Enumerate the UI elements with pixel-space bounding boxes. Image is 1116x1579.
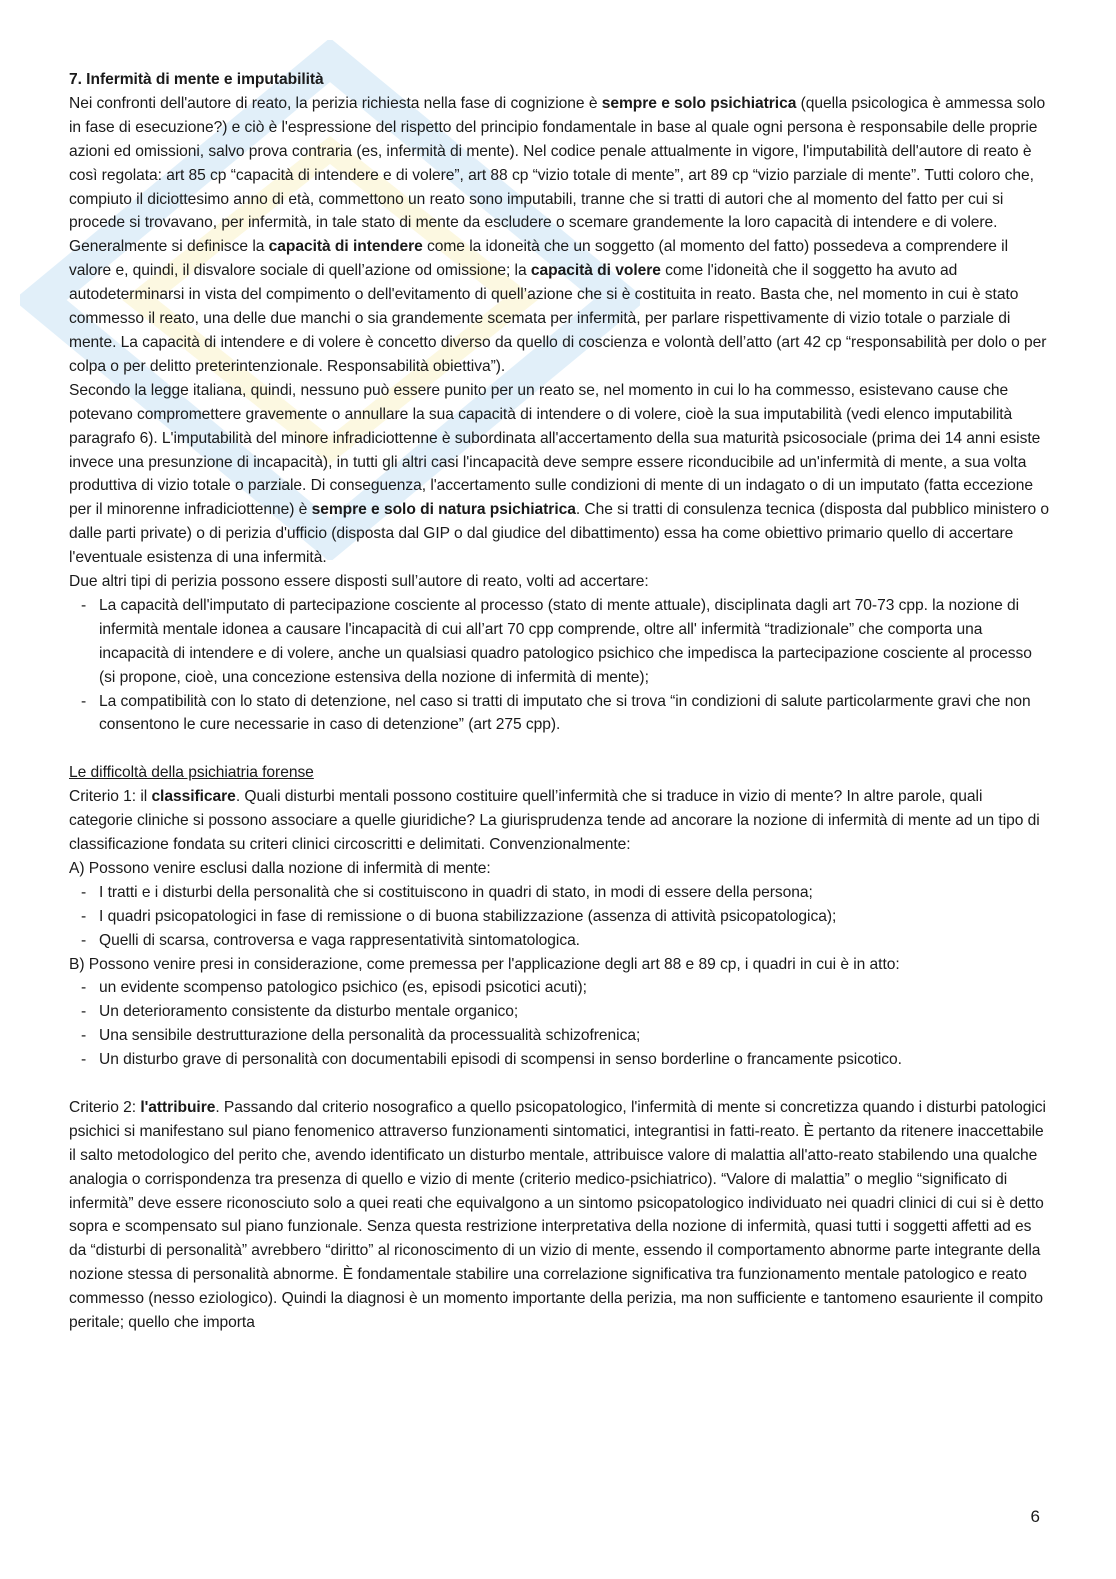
list-item: - Quelli di scarsa, controversa e vaga rappresentatività sintomatologica. [99,929,1049,953]
document-body [69,68,1049,1335]
group-b-label: B) Possono venire presi in considerazione, come premessa per l'applicazione degli art 88 e 89 cp, i quadri in cui è in atto: [69,955,900,973]
group-a-list [69,881,1049,953]
paragraph-criterio-1: Criterio 1: il classificare. Quali disturbi mentali possono costituire quell’infermità che si traduce in vizio di mente? In altre parole, quali categorie cliniche si possono associare a quelle giuridiche? La giurisprudenza tende ad ancorare la nozione di infermità di mente ad un tipo di classificazione fondata su criteri clinici circoscritti e delimitati. Convenzionalmente: [69,788,1040,853]
section-title: 7. Infermità di mente e imputabilità [69,71,324,88]
list-item: - La compatibilità con lo stato di detenzione, nel caso si tratti di imputato che si trova “in condizioni di salute particolarmente gravi che non consentono le cure necessarie in caso di detenzione” (art 275 cpp). [99,690,1049,738]
perizia-list [69,594,1049,737]
list-item: - Un deterioramento consistente da disturbo mentale organico; [99,1000,1049,1024]
paragraph-criterio-2: Criterio 2: l'attribuire. Passando dal criterio nosografico a quello psicopatologico, l'infermità di mente si concretizza quando i disturbi patologici psichici si manifestano sul piano fenomenico attraverso funzionamenti sintomatici, integrantisi in fatti-reato. È pertanto da ritenere inaccettabile il salto metodologico del perito che, avendo identificato un disturbo mentale, attribuisce valore di malattia all'atto-reato stabilendo una qualche analogia o corrispondenza tra presenza di quello e vizio di mente (criterio medico-psichiatrico). “Valore di malattia” o meglio “significato di infermità” deve essere riconosciuto solo a quei reati che equivalgono a un sintomo psicopatologico individuato nei quadri clinici di cui si è detto sopra e scompensato sul piano funzionale. Senza questa restrizione interpretativa della nozione di infermità, quasi tutti i soggetti affetti ad es da “disturbi di personalità” avrebbero “diritto” al riconoscimento di un vizio di mente, essendo il comportamento abnorme parte integrante della nozione stessa di personalità abnorme. È fondamentale stabilire una correlazione significativa tra funzionamento mentale patologico e reato commesso (nesso eziologico). Quindi la diagnosi è un momento importante della perizia, ma non sufficiente e tantomeno esauriente il compito peritale; quello che importa [69,1098,1046,1332]
list-item: - I tratti e i disturbi della personalità che si costituiscono in quadri di stato, in modi di essere della persona; [99,881,1049,905]
list-item: - un evidente scompenso patologico psichico (es, episodi psicotici acuti); [99,976,1049,1000]
page-number: 6 [1030,1507,1040,1526]
paragraph-legge-italiana: Secondo la legge italiana, quindi, nessuno può essere punito per un reato se, nel momento in cui lo ha commesso, esistevano cause che potevano compromettere gravemente o annullare la sua capacità di intendere o di volere, cioè la sua imputabilità (vedi elenco imputabilità paragrafo 6). L'imputabilità del minore infradiciottenne è subordinata all'accertamento della sua maturità psicosociale (prima dei 14 anni esiste invece una presunzione di incapacità), in tutti gli altri casi l'incapacità deve sempre essere riconducibile ad un'infermità di mente, a sua volta produttiva di vizio totale o parziale. Di conseguenza, l'accertamento sulle condizioni di mente di un indagato o di un imputato (fatta eccezione per il minorenne infradiciottenne) è sempre e solo di natura psichiatrica. Che si tratti di consulenza tecnica (disposta dal pubblico ministero o dalle parti private) o di perizia d'ufficio (disposta dal GIP o dal giudice del dibattimento) essa ha come obiettivo primario quello di accertare l'eventuale esistenza di una infermità. [69,381,1049,567]
paragraph-imputabilita: Nei confronti dell'autore di reato, la perizia richiesta nella fase di cognizione è sempre e solo psichiatrica (quella psicologica è ammessa solo in fase di esecuzione?) e ciò è l'espressione del rispetto del principio fondamentale in base al quale ogni persona è responsabile delle proprie azioni ed omissioni, salvo prova contraria (es, infermità di mente). Nel codice penale attualmente in vigore, l'imputabilità dell'autore di reato è così regolata: art 85 cp “capacità di intendere e di volere”, art 88 cp “vizio totale di mente”, art 89 cp “vizio parziale di mente”. Tutti coloro che, compiuto il diciottesimo anno di età, commettono un reato sono imputabili, tranne che si tratti di autori che al momento del fatto per cui si procede si trovavano, per infermità, in tale stato di mente da escludere o scemare grandemente la loro capacità di intendere e di volere. Generalmente si definisce la capacità di intendere come la idoneità che un soggetto (al momento del fatto) possedeva a comprendere il valore e, quindi, il disvalore sociale di quell’azione od omissione; la capacità di volere come l'idoneità che il soggetto ha avuto ad autodeterminarsi in vista del compimento o dell'evitamento di quell’azione che si è costituita in reato. Basta che, nel momento in cui è stato commesso il reato, una delle due manchi o sia grandemente scemata per infermità, per parlare rispettivamente di vizio totale o parziale di mente. La capacità di intendere e di volere è concetto diverso da quello di coscienza e volontà dell’atto (art 42 cp “responsabilità per dolo o per colpa o per delitto preterintenzionale. Responsabilità obiettiva”). [69,94,1047,375]
group-a-label: A) Possono venire esclusi dalla nozione di infermità di mente: [69,859,491,877]
section-subheading: Le difficoltà della psichiatria forense [69,764,314,782]
list-item: - Una sensibile destrutturazione della personalità da processualità schizofrenica; [99,1024,1049,1048]
list-item: - La capacità dell'imputato di partecipazione cosciente al processo (stato di mente attuale), disciplinata dagli art 70-73 cpp. la nozione di infermità mentale idonea a causare l'incapacità di cui all’art 70 cpp comprende, oltre all' infermità “tradizionale” che comporta una incapacità di intendere e di volere, anche un qualsiasi quadro patologico psichico che impedisca la partecipazione cosciente al processo (si propone, cioè, una concezione estensiva della nozione di infermità di mente); [99,594,1049,690]
list-item: - I quadri psicopatologici in fase di remissione o di buona stabilizzazione (assenza di attività psicopatologica); [99,905,1049,929]
group-b-list [69,976,1049,1072]
list-item: - Un disturbo grave di personalità con documentabili episodi di scompensi in senso borderline o francamente psicotico. [99,1048,1049,1072]
paragraph-altri-tipi-perizia: Due altri tipi di perizia possono essere disposti sull’autore di reato, volti ad accertare: [69,573,649,591]
